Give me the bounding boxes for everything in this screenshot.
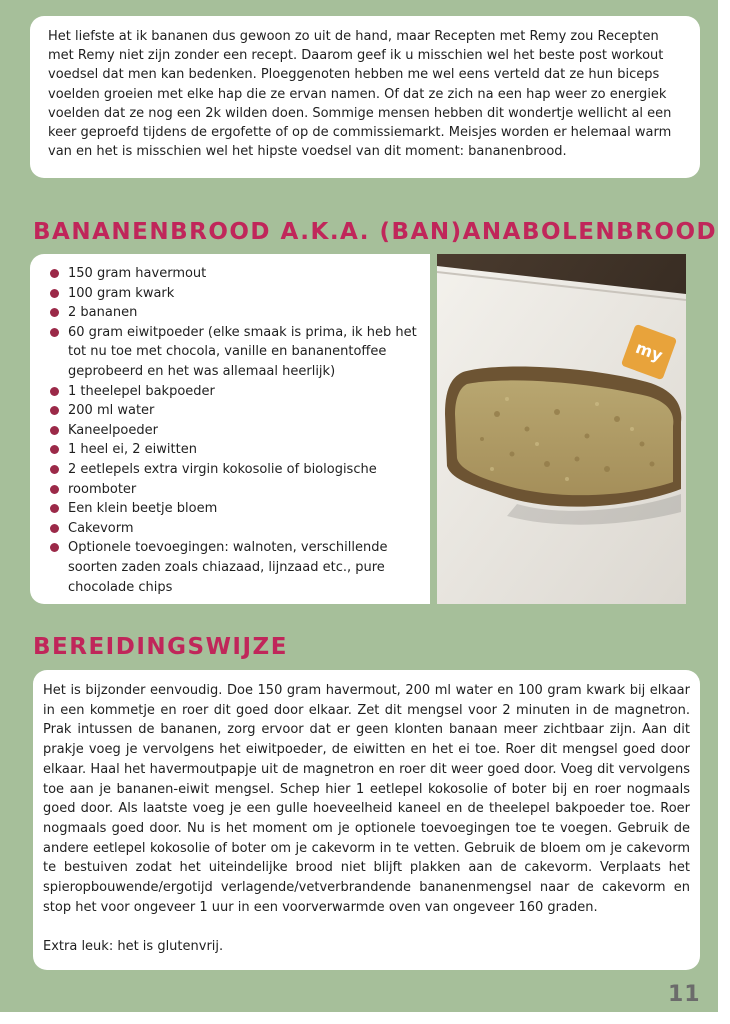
ingredients-card (30, 254, 430, 604)
ingredient-item: 100 gram kwark (50, 284, 420, 304)
banana-bread-photo (437, 254, 686, 604)
bullet-icon (50, 485, 59, 494)
ingredient-item: 1 theelepel bakpoeder (50, 382, 420, 402)
bullet-icon (50, 445, 59, 454)
banana-bread-illustration (437, 254, 686, 604)
intro-text: Het liefste at ik bananen dus gewoon zo uit de hand, maar Recepten met Remy zou Recepten met Remy niet zijn zonder een recept. Daarom geef ik u misschien wel het beste post workout voedsel dat men kan bedenken. Ploeggenoten hebben me wel eens verteld dat ze hun biceps voelden groeien met elke hap die ze ervan namen. Of dat ze zich na een hap weer zo energiek voelden dat ze nog een 2k wilden doen. Sommige mensen hebben dit wondertje wellicht al een keer geproefd tijdens de ergofette of op de commissiemarkt. Meisjes worden er helemaal warm van en het is misschien wel het hipste voedsel van dit moment: bananenbrood. (48, 29, 672, 160)
bullet-icon (50, 465, 59, 474)
bullet-icon (50, 328, 59, 337)
bread-crumb (455, 380, 673, 495)
svg-text:my: my (633, 337, 666, 366)
ingredient-item: roomboter (50, 480, 420, 500)
intro-card (30, 16, 700, 178)
bullet-icon (50, 524, 59, 533)
preparation-extra: Extra leuk: het is glutenvrij. (43, 939, 224, 955)
bullet-icon (50, 289, 59, 298)
bullet-icon (50, 308, 59, 317)
ingredient-item: 60 gram eiwitpoeder (elke smaak is prima, ik heb het tot nu toe met chocola, vanille en bananentoffee geprobeerd en het was allemaal heerlijk) (50, 323, 420, 382)
recipe-title: BANANENBROOD A.K.A. (BAN)ANABOLENBROOD (33, 219, 718, 245)
ingredient-item: Optionele toevoegingen: walnoten, verschillende soorten zaden zoals chiazaad, lijnzaad etc., pure chocolade chips (50, 538, 420, 597)
ingredient-item: Cakevorm (50, 519, 420, 539)
ingredient-item: 1 heel ei, 2 eiwitten (50, 440, 420, 460)
ingredient-item: 2 eetlepels extra virgin kokosolie of biologische (50, 460, 420, 480)
preparation-title: BEREIDINGSWIJZE (33, 634, 288, 660)
page-number: 11 (668, 982, 701, 1007)
ingredient-item: 2 bananen (50, 303, 420, 323)
bullet-icon (50, 406, 59, 415)
bullet-icon (50, 426, 59, 435)
ingredient-item: 200 ml water (50, 401, 420, 421)
bullet-icon (50, 269, 59, 278)
preparation-text: Het is bijzonder eenvoudig. Doe 150 gram havermout, 200 ml water en 100 gram kwark bij elkaar in een kommetje en roer dit goed door elkaar. Zet dit mengsel voor 2 minuten in de magnetron. Prak intussen de bananen, zorg ervoor dat er geen klonten banaan meer zichtbaar zijn. Aan dit prakje voeg je vervolgens het eiwitpoeder, de eiwitten en het ei toe. Roer dit mengsel goed door elkaar. Haal het havermoutpapje uit de magnetron en roer dit weer goed door. Voeg dit vervolgens toe aan je bananen-eiwit mengsel. Schep hier 1 eetlepel kokosolie of boter bij en roer nogmaals goed door. Als laatste voeg je een gulle hoeveelheid kaneel en de theelepel bakpoeder toe. Roer nogmaals goed door. Nu is het moment om je optionele toevoegingen toe te voegen. Gebruik de andere eetlepel kokosolie of boter om je cakevorm in te vetten. Gebruik de bloem om je cakevorm te bestuiven zodat het uiteindelijke brood niet blijft plakken aan de cakevorm. Verplaats het spieropbouwende/ergotijd verlagende/vetverbrandende bananenmengsel naar de cakevorm en stop het voor ongeveer 1 uur in een voorverwarmde oven van ongeveer 160 graden. (43, 683, 690, 915)
ingredient-item: Kaneelpoeder (50, 421, 420, 441)
bullet-icon (50, 504, 59, 513)
ingredients-list (50, 264, 420, 597)
page-edge-right (718, 0, 730, 1024)
ingredient-item: 150 gram havermout (50, 264, 420, 284)
bullet-icon (50, 387, 59, 396)
ingredient-item: Een klein beetje bloem (50, 499, 420, 519)
bullet-icon (50, 543, 59, 552)
page-edge-bottom (0, 1012, 730, 1024)
preparation-card (33, 670, 700, 970)
